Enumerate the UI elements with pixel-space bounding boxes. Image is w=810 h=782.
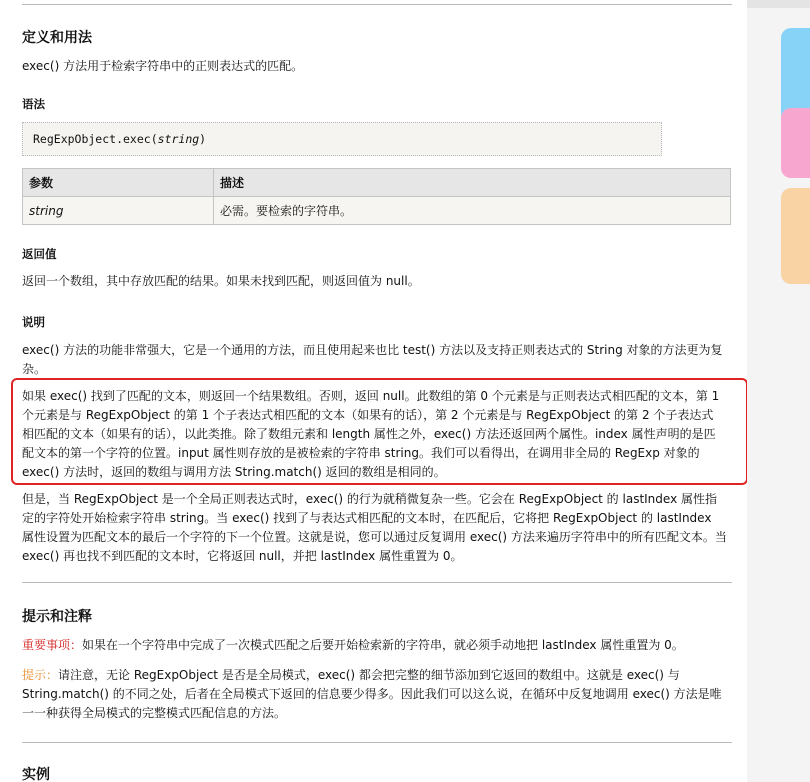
text-line: String.match() 的不同之处，后者在全局模式下返回的信息要少得多。因此我们可以这么说，在循环中反复地调用 exec() 方法是唯 <box>22 687 722 701</box>
return-heading: 返回值 <box>22 247 57 261</box>
text-line: 个元素是与 RegExpObject 的第 1 个子表达式相匹配的文本（如果有的话），第 2 个元素是与 RegExpObject 的第 2 个子表达式 <box>22 408 714 422</box>
important-label: 重要事项： <box>22 638 83 652</box>
important-note <box>22 636 728 655</box>
table-cell: 必需。要检索的字符串。 <box>214 197 731 225</box>
description-heading: 说明 <box>22 315 45 329</box>
text-line: 定的字符处开始检索字符串 string。当 exec() 找到了与表达式相匹配的文本时，在匹配后，它将把 RegExpObject 的 lastIndex <box>22 511 712 525</box>
section-divider <box>22 582 732 583</box>
highlight-annotation-box <box>11 378 748 485</box>
text-line: 配文本的第一个字符的位置。input 属性则存放的是被检索的字符串 string。我们可以看得出，在调用非全局的 RegExp 对象的 <box>22 446 700 460</box>
syntax-code-box <box>22 122 662 156</box>
text-line: exec() 再也找不到匹配的文本时，它将返回 null，并把 lastIndex 属性重置为 0。 <box>22 549 463 563</box>
text-line: exec() 方法时，返回的数组与调用方法 String.match() 返回的数组是相同的。 <box>22 465 446 479</box>
table-cell: string <box>23 197 214 225</box>
sidebar-tab-orange[interactable] <box>781 188 810 284</box>
hint-text: 请注意，无论 RegExpObject 是否是全局模式，exec() 都会把完整的细节添加到它返回的数组中。这就是 exec() 与 <box>58 668 680 682</box>
text-line: exec() 方法的功能非常强大，它是一个通用的方法，而且使用起来也比 test() 方法以及支持正则表达式的 String 对象的方法更为复 <box>22 343 723 357</box>
text-line: 如果 exec() 找到了匹配的文本，则返回一个结果数组。否则，返回 null。此数组的第 0 个元素是与正则表达式相匹配的文本，第 1 <box>22 389 720 403</box>
text-line: 但是，当 RegExpObject 是一个全局正则表达式时，exec() 的行为就稍微复杂一些。它会在 RegExpObject 的 lastIndex 属性指 <box>22 492 717 506</box>
hint-note <box>22 666 728 723</box>
table-header: 参数 <box>23 169 214 197</box>
code-prefix: RegExpObject.exec( <box>33 132 158 146</box>
code-suffix: ) <box>199 132 207 146</box>
description-intro <box>22 341 728 379</box>
section-divider <box>22 742 732 743</box>
return-text: 返回一个数组，其中存放匹配的结果。如果未找到匹配，则返回值为 null。 <box>22 274 420 288</box>
text-line: 相匹配的文本（如果有的话），以此类推。除了数组元素和 length 属性之外，exec() 方法还返回两个属性。index 属性声明的是匹 <box>22 427 716 441</box>
global-paragraph <box>22 490 728 566</box>
params-table <box>22 168 731 225</box>
important-text: 如果在一个字符串中完成了一次模式匹配之后要开始检索新的字符串，就必须手动地把 lastIndex 属性重置为 0。 <box>82 638 684 652</box>
definition-text: exec() 方法用于检索字符串中的正则表达式的匹配。 <box>22 59 304 73</box>
sidebar-tab-pink[interactable] <box>781 108 810 178</box>
code-arg: string <box>157 132 200 146</box>
hint-label: 提示： <box>22 668 59 682</box>
table-row <box>23 197 731 225</box>
syntax-heading: 语法 <box>22 97 45 111</box>
text-line: 杂。 <box>22 362 47 376</box>
example-heading: 实例 <box>22 767 50 782</box>
sidebar-top-strip <box>747 0 810 8</box>
text-line: 属性设置为匹配文本的最后一个字符的下一个位置。这就是说，您可以通过反复调用 exec() 方法来遍历字符串中的所有匹配文本。当 <box>22 530 727 544</box>
tips-heading: 提示和注释 <box>22 609 92 625</box>
text-line <box>22 666 728 685</box>
top-divider <box>22 4 732 5</box>
table-header-row <box>23 169 731 197</box>
right-sidebar <box>747 0 810 782</box>
text-line: 一一种获得全局模式的完整模式匹配信息的方法。 <box>22 706 287 720</box>
table-header: 描述 <box>214 169 731 197</box>
definition-heading: 定义和用法 <box>22 30 92 46</box>
